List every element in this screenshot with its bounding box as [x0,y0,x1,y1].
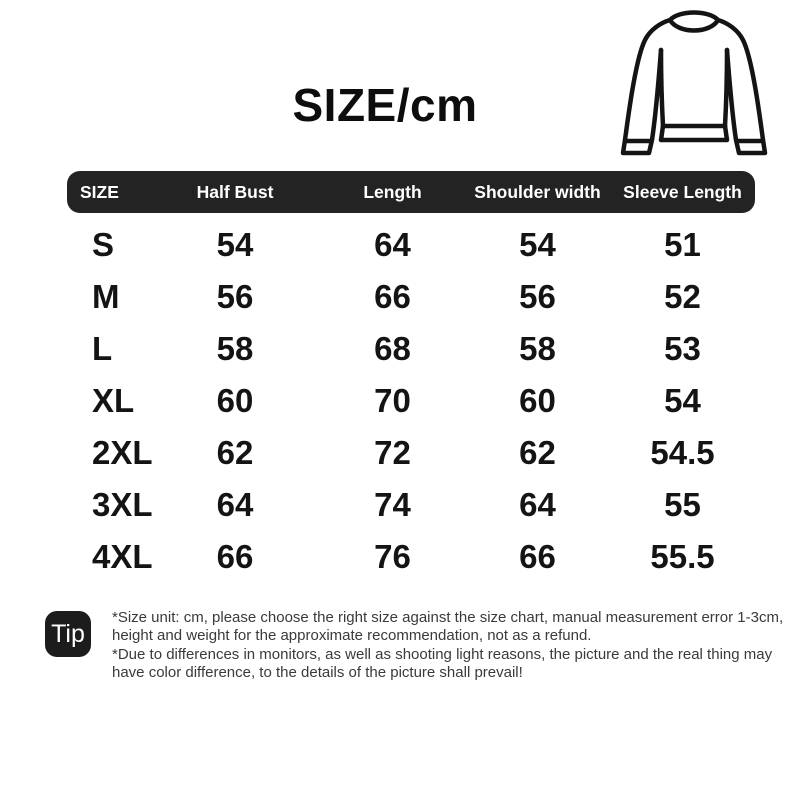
shoulder-width-cell: 64 [519,486,556,523]
table-row [67,479,755,531]
length-cell: 74 [374,486,411,523]
header-cell-shoulder-width: Shoulder width [474,181,601,202]
size-cell: M [92,278,120,315]
tip-note-line: *Due to differences in monitors, as well as shooting light reasons, the picture and the real thing may [112,645,773,663]
half-bust-cell: 66 [216,538,254,575]
sleeve-length-cell: 55.5 [650,538,715,575]
header-cell-size: SIZE [80,181,119,202]
length-cell: 64 [374,226,411,263]
sleeve-length-cell: 55 [664,486,701,523]
shoulder-width-cell: 56 [519,278,556,315]
header-cell-half-bust: Half Bust [196,181,274,202]
length-cell: 72 [374,434,411,471]
tip-note-line: have color difference, to the details of the picture shall prevail! [112,664,523,682]
header-cell-length: Length [363,181,422,202]
size-cell: XL [92,382,135,419]
half-bust-cell: 60 [216,382,254,419]
shoulder-width-cell: 60 [519,382,556,419]
length-cell: 66 [374,278,411,315]
sleeve-length-cell: 54.5 [650,434,715,471]
sleeve-length-cell: 54 [664,382,701,419]
half-bust-cell: 56 [216,278,254,315]
sleeve-length-cell: 52 [664,278,701,315]
length-cell: 76 [374,538,411,575]
size-table-header [67,171,755,213]
sleeve-length-cell: 51 [664,226,701,263]
half-bust-cell: 58 [216,330,254,367]
sweater-icon [616,4,772,160]
page-title: SIZE/cm [292,79,478,131]
tip-note-line: *Size unit: cm, please choose the right size against the size chart, manual measurement error 1-3cm, [112,609,784,626]
tip-note-line: height and weight for the approximate recommendation, not as a refund. [112,627,592,645]
half-bust-cell: 64 [216,486,254,523]
tip-badge: Tip [45,611,91,657]
length-cell: 70 [374,382,411,419]
table-row [67,323,755,375]
half-bust-cell: 54 [216,226,254,263]
size-cell: S [92,226,115,263]
tip-notes [112,609,784,683]
table-row [67,427,755,479]
table-row [67,219,755,271]
shoulder-width-cell: 62 [519,434,556,471]
table-row [67,271,755,323]
header-cell-sleeve-length: Sleeve Length [623,181,742,202]
shoulder-width-cell: 54 [519,226,556,263]
size-cell: 3XL [92,486,153,523]
size-cell: 2XL [92,434,153,471]
shoulder-width-cell: 66 [519,538,556,575]
size-table-body [67,213,755,583]
table-row [67,375,755,427]
half-bust-cell: 62 [216,434,254,471]
length-cell: 68 [374,330,411,367]
size-cell: L [92,330,113,367]
shoulder-width-cell: 58 [519,330,556,367]
sleeve-length-cell: 53 [664,330,701,367]
table-row [67,531,755,583]
size-cell: 4XL [92,538,153,575]
